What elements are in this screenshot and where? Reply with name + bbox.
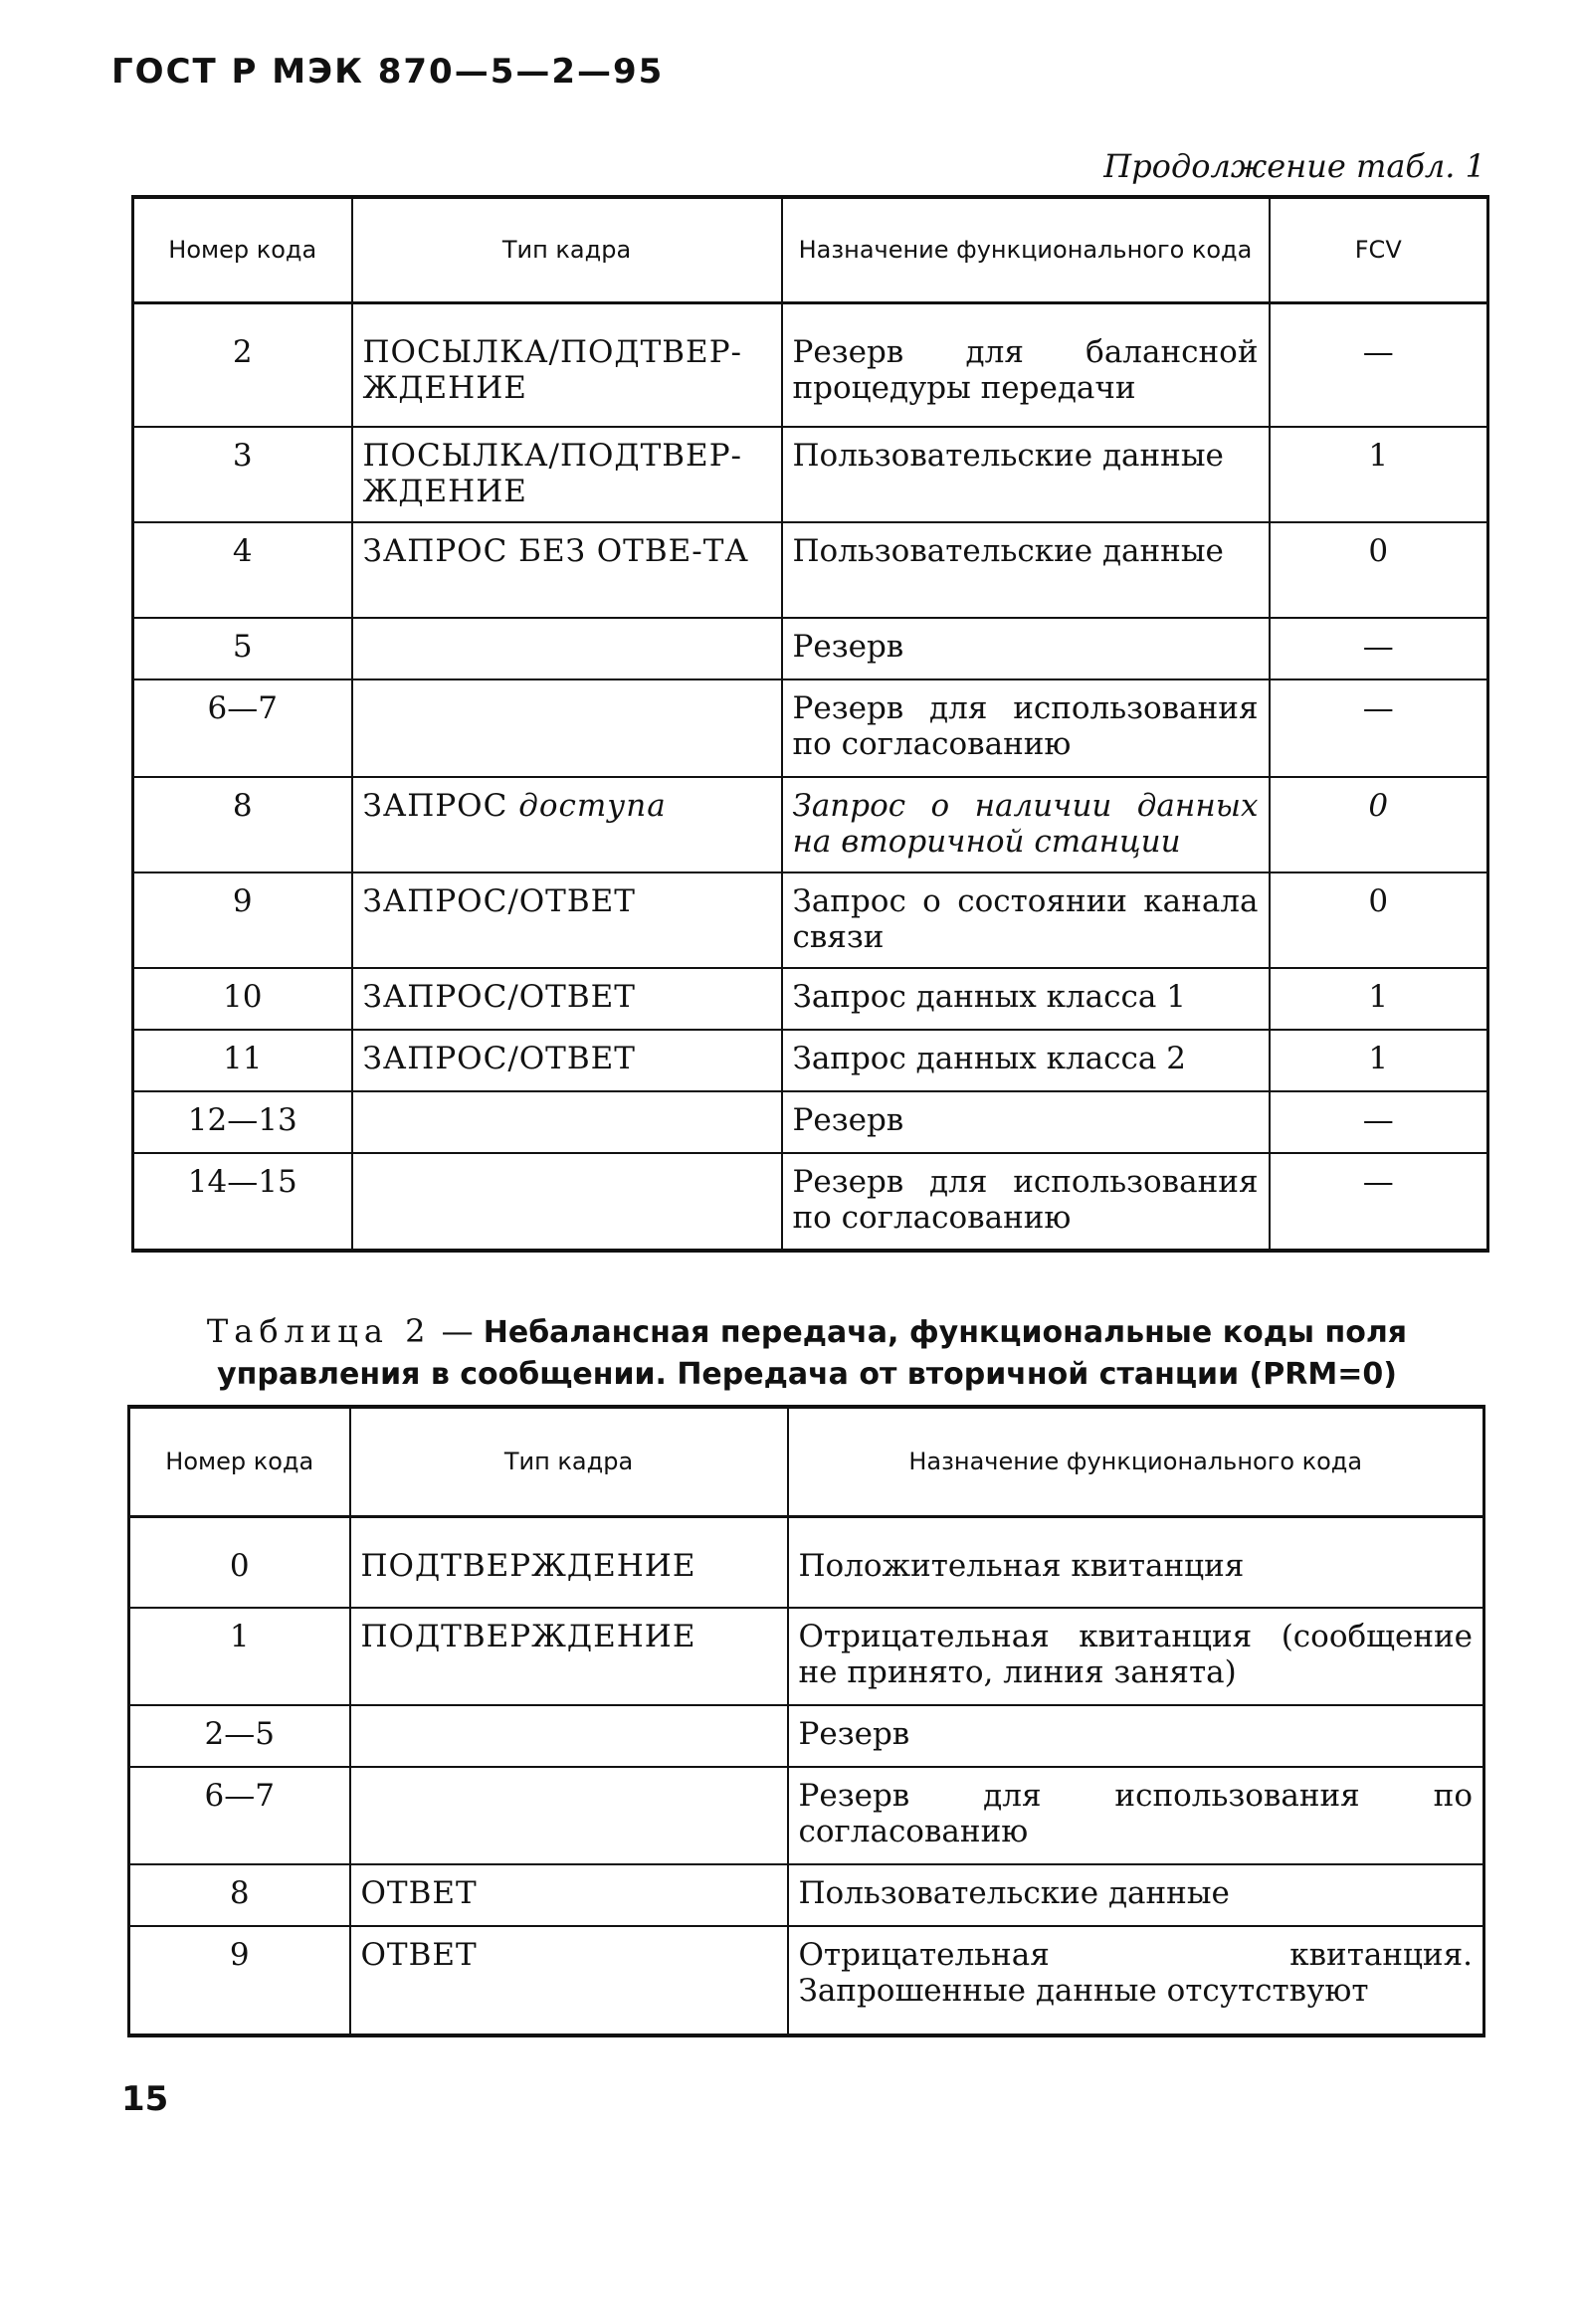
table-row	[129, 1516, 1484, 1608]
frame-type-cell	[350, 1705, 788, 1767]
fcv-cell: —	[1270, 1153, 1488, 1251]
t1-col-code-header: Номер кода	[133, 197, 352, 302]
table-row	[133, 427, 1488, 522]
code-cell: 5	[133, 618, 352, 679]
code-cell: 9	[129, 1926, 350, 2035]
code-cell: 9	[133, 872, 352, 968]
t1-col-purpose-header: Назначение функционального кода	[782, 197, 1270, 302]
code-cell: 8	[129, 1864, 350, 1926]
t2-col-type-header: Тип кадра	[350, 1407, 788, 1516]
table-1-header-row	[133, 197, 1488, 302]
table-row	[133, 968, 1488, 1030]
frame-type-caps: ЗАПРОС	[362, 788, 508, 824]
fcv-cell: —	[1270, 302, 1488, 427]
purpose-cell: Резерв для использования по согласованию	[788, 1767, 1484, 1864]
table-2	[127, 1405, 1485, 2037]
t1-col-fcv-header: FCV	[1270, 197, 1488, 302]
purpose-cell: Запрос о состоянии канала связи	[782, 872, 1270, 968]
code-cell: 12—13	[133, 1091, 352, 1153]
code-cell: 4	[133, 522, 352, 618]
fcv-cell: 1	[1270, 968, 1488, 1030]
purpose-cell: Резерв	[782, 1091, 1270, 1153]
frame-type-cell: ПОСЫЛКА/ПОДТВЕР-ЖДЕНИЕ	[352, 302, 782, 427]
purpose-cell: Отрицательная квитанция (сообщение не принято, линия занята)	[788, 1608, 1484, 1705]
purpose-cell: Пользовательские данные	[788, 1864, 1484, 1926]
frame-type-cell: ЗАПРОС/ОТВЕТ	[352, 872, 782, 968]
page-number: 15	[121, 2079, 169, 2119]
table-2-title	[125, 1311, 1488, 1395]
code-cell: 10	[133, 968, 352, 1030]
code-cell: 14—15	[133, 1153, 352, 1251]
fcv-cell: 0	[1270, 872, 1488, 968]
table-row	[133, 1153, 1488, 1251]
purpose-cell: Запрос данных класса 1	[782, 968, 1270, 1030]
code-cell: 1	[129, 1608, 350, 1705]
code-cell: 11	[133, 1030, 352, 1091]
table-row	[129, 1864, 1484, 1926]
purpose-cell: Пользовательские данные	[782, 522, 1270, 618]
table-row	[133, 302, 1488, 427]
table-row	[129, 1705, 1484, 1767]
frame-type-cell: ЗАПРОС/ОТВЕТ	[352, 968, 782, 1030]
purpose-cell: Резерв	[788, 1705, 1484, 1767]
purpose-cell: Пользовательские данные	[782, 427, 1270, 522]
table-2-title-dash: —	[431, 1312, 484, 1350]
fcv-cell: 0	[1270, 777, 1488, 872]
code-cell: 0	[129, 1516, 350, 1608]
frame-type-cell: ЗАПРОС/ОТВЕТ	[352, 1030, 782, 1091]
table-1	[131, 195, 1489, 1253]
table-row	[129, 1608, 1484, 1705]
fcv-cell: —	[1270, 679, 1488, 777]
fcv-cell: 1	[1270, 427, 1488, 522]
document-header: ГОСТ Р МЭК 870—5—2—95	[111, 52, 665, 92]
table-row	[133, 522, 1488, 618]
table-row	[133, 777, 1488, 872]
table-row	[133, 618, 1488, 679]
frame-type-cell: ОТВЕТ	[350, 1926, 788, 2035]
code-cell: 8	[133, 777, 352, 872]
frame-type-cell	[352, 777, 782, 872]
code-cell: 3	[133, 427, 352, 522]
purpose-cell: Положительная квитанция	[788, 1516, 1484, 1608]
code-cell: 2—5	[129, 1705, 350, 1767]
frame-type-cell: ЗАПРОС БЕЗ ОТВЕ-ТА	[352, 522, 782, 618]
purpose-cell: Резерв для балансной процедуры передачи	[782, 302, 1270, 427]
frame-type-cell: ПОСЫЛКА/ПОДТВЕР-ЖДЕНИЕ	[352, 427, 782, 522]
table-row	[129, 1767, 1484, 1864]
table-row	[133, 872, 1488, 968]
fcv-cell: 1	[1270, 1030, 1488, 1091]
continuation-label: Продолжение табл. 1	[1103, 147, 1485, 185]
frame-type-cell: ПОДТВЕРЖДЕНИЕ	[350, 1516, 788, 1608]
fcv-cell: —	[1270, 618, 1488, 679]
purpose-cell: Резерв	[782, 618, 1270, 679]
purpose-cell: Резерв для использования по согласованию	[782, 1153, 1270, 1251]
frame-type-cell: ОТВЕТ	[350, 1864, 788, 1926]
t2-col-code-header: Номер кода	[129, 1407, 350, 1516]
fcv-cell: 0	[1270, 522, 1488, 618]
purpose-cell: Отрицательная квитанция. Запрошенные данные отсутствуют	[788, 1926, 1484, 2035]
fcv-cell: —	[1270, 1091, 1488, 1153]
table-row	[133, 1030, 1488, 1091]
code-cell: 6—7	[129, 1767, 350, 1864]
frame-type-cell	[352, 618, 782, 679]
frame-type-italic: доступа	[518, 788, 667, 824]
frame-type-cell	[350, 1767, 788, 1864]
frame-type-cell: ПОДТВЕРЖДЕНИЕ	[350, 1608, 788, 1705]
table-2-header-row	[129, 1407, 1484, 1516]
code-cell: 6—7	[133, 679, 352, 777]
table-row	[129, 1926, 1484, 2035]
t1-col-type-header: Тип кадра	[352, 197, 782, 302]
table-row	[133, 1091, 1488, 1153]
table-2-title-text: Небалансная передача, функциональные коды поля управления в сообщении. Передача от вторичной станции (PRM=0)	[217, 1315, 1408, 1392]
purpose-cell: Резерв для использования по согласованию	[782, 679, 1270, 777]
frame-type-cell	[352, 679, 782, 777]
frame-type-cell	[352, 1153, 782, 1251]
purpose-cell: Запрос данных класса 2	[782, 1030, 1270, 1091]
frame-type-cell	[352, 1091, 782, 1153]
table-2-label: Таблица 2	[206, 1312, 432, 1350]
code-cell: 2	[133, 302, 352, 427]
table-row	[133, 679, 1488, 777]
purpose-cell: Запрос о наличии данных на вторичной станции	[782, 777, 1270, 872]
t2-col-purpose-header: Назначение функционального кода	[788, 1407, 1484, 1516]
